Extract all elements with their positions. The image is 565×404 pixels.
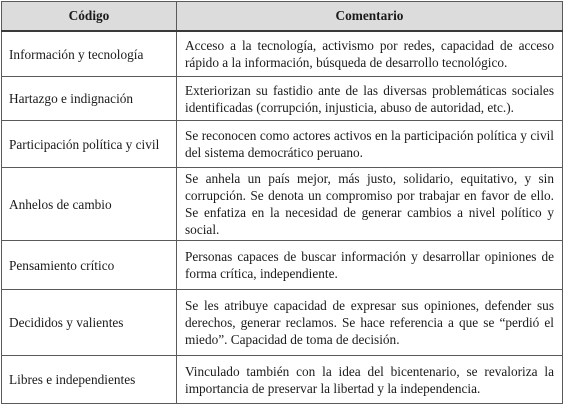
- header-comentario: Comentario: [177, 2, 563, 32]
- comment-cell: Vinculado también con la idea del bicentenario, se revaloriza la importancia de preservar la libertad y la independencia.: [177, 356, 563, 404]
- code-cell: Hartazgo e indignación: [2, 77, 177, 121]
- code-comment-table: [1, 1, 563, 404]
- table-row: [2, 121, 563, 168]
- comment-cell: Se anhela un país mejor, más justo, solidario, equitativo, y sin corrupción. Se denota un compromiso por trabajar en favor de ello. Se enfatiza en la necesidad de generar cambios a nivel político y social.: [177, 168, 563, 241]
- code-cell: Información y tecnología: [2, 31, 177, 77]
- comment-cell: Se reconocen como actores activos en la participación política y civil del sistema democrático peruano.: [177, 121, 563, 168]
- code-comment-table-wrapper: [1, 1, 562, 404]
- code-cell: Anhelos de cambio: [2, 168, 177, 241]
- table-row: [2, 290, 563, 356]
- comment-cell: Exteriorizan su fastidio ante de las diversas problemáticas sociales identificadas (corrupción, injusticia, abuso de autoridad, etc.).: [177, 77, 563, 121]
- table-header-row: [2, 2, 563, 32]
- table-row: [2, 168, 563, 241]
- code-cell: Participación política y civil: [2, 121, 177, 168]
- table-row: [2, 77, 563, 121]
- table-row: [2, 241, 563, 290]
- header-codigo: Código: [2, 2, 177, 32]
- comment-cell: Acceso a la tecnología, activismo por redes, capacidad de acceso rápido a la información, búsqueda de desarrollo tecnológico.: [177, 31, 563, 77]
- table-row: [2, 356, 563, 404]
- comment-cell: Personas capaces de buscar información y desarrollar opiniones de forma crítica, independiente.: [177, 241, 563, 290]
- code-cell: Libres e independientes: [2, 356, 177, 404]
- comment-cell: Se les atribuye capacidad de expresar sus opiniones, defender sus derechos, generar reclamos. Se hace referencia a que se “perdió el miedo”. Capacidad de toma de decisión.: [177, 290, 563, 356]
- table-row: [2, 31, 563, 77]
- code-cell: Decididos y valientes: [2, 290, 177, 356]
- code-cell: Pensamiento crítico: [2, 241, 177, 290]
